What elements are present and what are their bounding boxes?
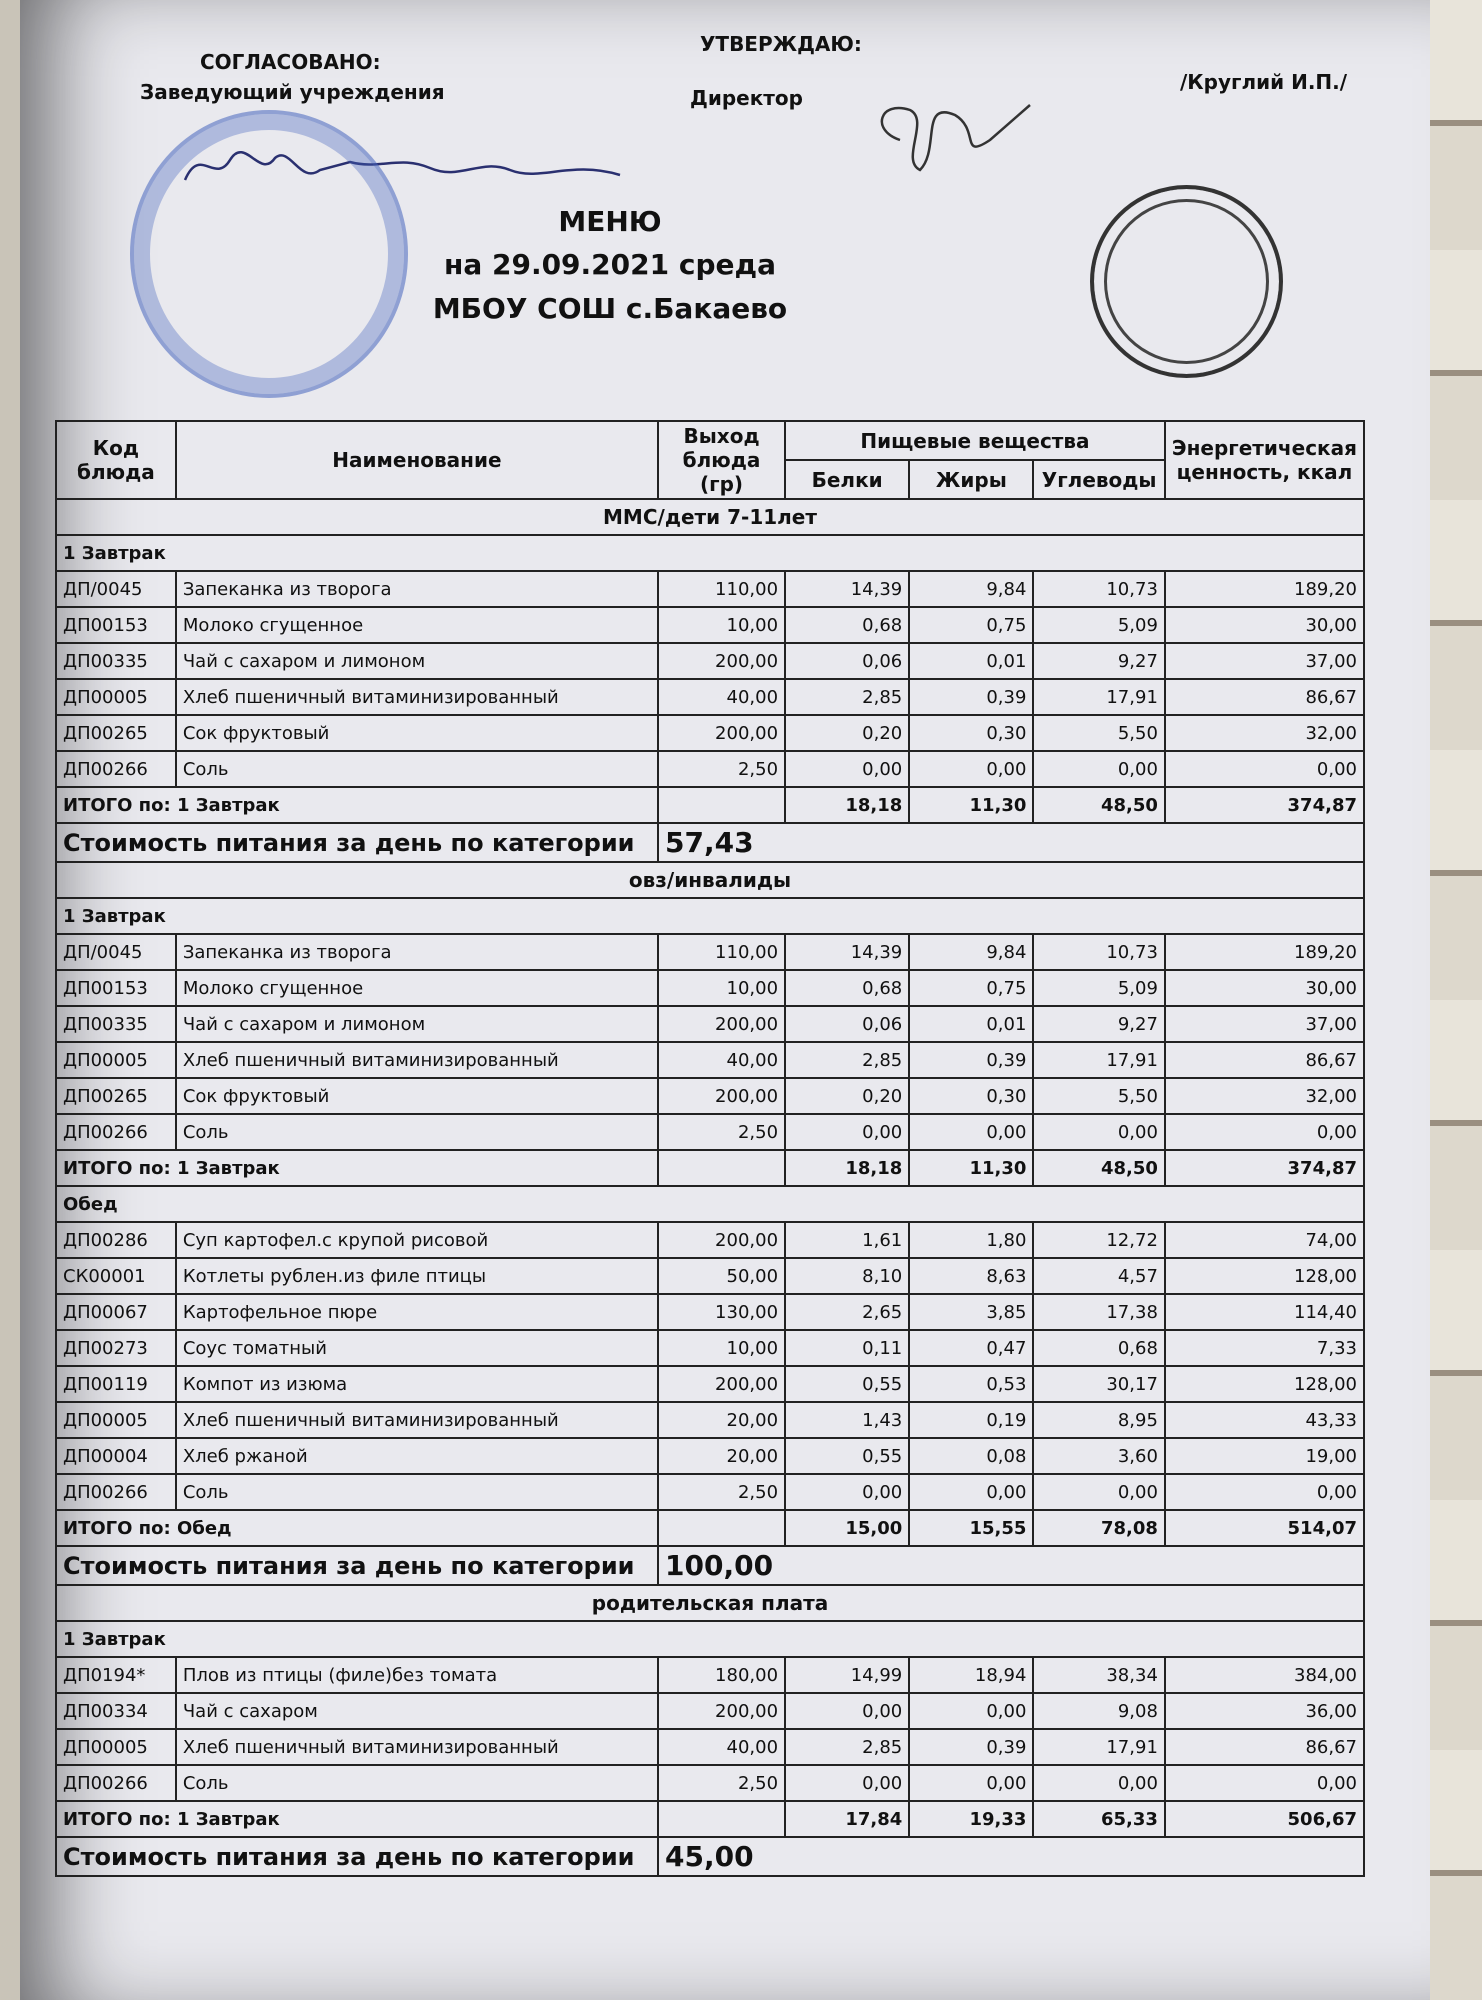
- dish-name: Соус томатный: [176, 1330, 658, 1366]
- total-label: ИТОГО по: Обед: [56, 1510, 658, 1546]
- protein-value: 1,43: [785, 1402, 909, 1438]
- dish-name: Чай с сахаром и лимоном: [176, 643, 658, 679]
- meal-title: 1 Завтрак: [56, 1621, 1364, 1657]
- approved-position: Заведующий учреждения: [140, 80, 445, 104]
- fat-value: 8,63: [909, 1258, 1033, 1294]
- fat-value: 0,00: [909, 1114, 1033, 1150]
- protein-value: 1,61: [785, 1222, 909, 1258]
- category-row: [56, 499, 1364, 535]
- col-code: Код блюда: [56, 421, 176, 499]
- carbs-value: 5,09: [1033, 607, 1164, 643]
- fat-value: 18,94: [909, 1657, 1033, 1693]
- table-row: [56, 1006, 1364, 1042]
- energy-value: 32,00: [1165, 1078, 1364, 1114]
- table-row: [56, 1474, 1364, 1510]
- carbs-value: 17,91: [1033, 679, 1164, 715]
- carbs-value: 30,17: [1033, 1366, 1164, 1402]
- protein-value: 2,85: [785, 679, 909, 715]
- energy-value: 32,00: [1165, 715, 1364, 751]
- energy-total: 374,87: [1165, 1150, 1364, 1186]
- table-row: [56, 1402, 1364, 1438]
- table-row: [56, 1765, 1364, 1801]
- dish-code: ДП00119: [56, 1366, 176, 1402]
- meal-row: [56, 1186, 1364, 1222]
- carbs-value: 10,73: [1033, 934, 1164, 970]
- cost-value: 45,00: [658, 1837, 1364, 1876]
- dish-name: Чай с сахаром: [176, 1693, 658, 1729]
- dish-yield: 200,00: [658, 1366, 785, 1402]
- total-row: [56, 787, 1364, 823]
- dish-name: Хлеб пшеничный витаминизированный: [176, 679, 658, 715]
- director-signature: [860, 80, 1040, 190]
- dish-yield: 200,00: [658, 643, 785, 679]
- dish-name: Суп картофел.с крупой рисовой: [176, 1222, 658, 1258]
- category-title: овз/инвалиды: [56, 862, 1364, 898]
- protein-value: 0,00: [785, 1765, 909, 1801]
- energy-total: 506,67: [1165, 1801, 1364, 1837]
- dish-code: ДП00286: [56, 1222, 176, 1258]
- dish-name: Хлеб пшеничный витаминизированный: [176, 1042, 658, 1078]
- dish-name: Молоко сгущенное: [176, 970, 658, 1006]
- carbs-value: 0,00: [1033, 1474, 1164, 1510]
- meal-row: [56, 535, 1364, 571]
- dish-name: Соль: [176, 1474, 658, 1510]
- dish-name: Котлеты рублен.из филе птицы: [176, 1258, 658, 1294]
- category-title: ММС/дети 7-11лет: [56, 499, 1364, 535]
- energy-total: 514,07: [1165, 1510, 1364, 1546]
- total-label: ИТОГО по: 1 Завтрак: [56, 1801, 658, 1837]
- energy-value: 0,00: [1165, 1474, 1364, 1510]
- protein-value: 0,20: [785, 715, 909, 751]
- carbs-total: 48,50: [1033, 1150, 1164, 1186]
- dish-code: ДП00273: [56, 1330, 176, 1366]
- table-row: [56, 751, 1364, 787]
- carbs-value: 5,50: [1033, 715, 1164, 751]
- dish-yield: 200,00: [658, 1693, 785, 1729]
- meal-row: [56, 1621, 1364, 1657]
- confirm-label: УТВЕРЖДАЮ:: [700, 32, 862, 56]
- carbs-value: 0,68: [1033, 1330, 1164, 1366]
- dish-code: ДП0194*: [56, 1657, 176, 1693]
- dish-name: Соль: [176, 751, 658, 787]
- energy-value: 19,00: [1165, 1438, 1364, 1474]
- cost-row: [56, 1837, 1364, 1876]
- energy-value: 30,00: [1165, 970, 1364, 1006]
- table-row: [56, 1294, 1364, 1330]
- total-empty: [658, 1510, 785, 1546]
- dish-name: Плов из птицы (филе)без томата: [176, 1657, 658, 1693]
- carbs-value: 0,00: [1033, 1114, 1164, 1150]
- cost-label: Стоимость питания за день по категории: [56, 1837, 658, 1876]
- dish-code: ДП00153: [56, 970, 176, 1006]
- dish-name: Хлеб пшеничный витаминизированный: [176, 1402, 658, 1438]
- dish-yield: 40,00: [658, 1042, 785, 1078]
- table-header-row: [56, 421, 1364, 460]
- protein-value: 0,55: [785, 1438, 909, 1474]
- dish-yield: 180,00: [658, 1657, 785, 1693]
- dish-yield: 200,00: [658, 715, 785, 751]
- total-empty: [658, 1150, 785, 1186]
- table-row: [56, 571, 1364, 607]
- total-row: [56, 1801, 1364, 1837]
- total-row: [56, 1150, 1364, 1186]
- dish-yield: 20,00: [658, 1402, 785, 1438]
- protein-total: 18,18: [785, 1150, 909, 1186]
- col-yield: Выход блюда (гр): [658, 421, 785, 499]
- fat-value: 0,75: [909, 607, 1033, 643]
- col-nutrients: Пищевые вещества: [785, 421, 1165, 460]
- table-row: [56, 1438, 1364, 1474]
- dish-name: Сок фруктовый: [176, 1078, 658, 1114]
- carbs-value: 9,08: [1033, 1693, 1164, 1729]
- fat-value: 1,80: [909, 1222, 1033, 1258]
- table-row: [56, 1366, 1364, 1402]
- fat-value: 0,08: [909, 1438, 1033, 1474]
- carbs-value: 5,09: [1033, 970, 1164, 1006]
- fat-value: 0,00: [909, 1693, 1033, 1729]
- energy-value: 0,00: [1165, 1114, 1364, 1150]
- dish-code: ДП00005: [56, 679, 176, 715]
- protein-value: 14,39: [785, 571, 909, 607]
- carbs-value: 5,50: [1033, 1078, 1164, 1114]
- menu-table: [55, 420, 1365, 1877]
- protein-value: 0,68: [785, 970, 909, 1006]
- dish-code: ДП00335: [56, 643, 176, 679]
- energy-value: 7,33: [1165, 1330, 1364, 1366]
- director-name: /Круглий И.П./: [1180, 70, 1348, 94]
- dish-name: Запеканка из творога: [176, 934, 658, 970]
- dish-yield: 200,00: [658, 1006, 785, 1042]
- dish-yield: 20,00: [658, 1438, 785, 1474]
- dish-yield: 40,00: [658, 679, 785, 715]
- fat-total: 11,30: [909, 787, 1033, 823]
- energy-value: 0,00: [1165, 751, 1364, 787]
- approved-label: СОГЛАСОВАНО:: [200, 50, 381, 74]
- dish-code: ДП00005: [56, 1402, 176, 1438]
- table-row: [56, 970, 1364, 1006]
- col-protein: Белки: [785, 460, 909, 499]
- total-empty: [658, 787, 785, 823]
- dish-name: Хлеб ржаной: [176, 1438, 658, 1474]
- protein-value: 0,00: [785, 1114, 909, 1150]
- dish-yield: 40,00: [658, 1729, 785, 1765]
- table-row: [56, 1222, 1364, 1258]
- cost-value: 100,00: [658, 1546, 1364, 1585]
- energy-value: 0,00: [1165, 1765, 1364, 1801]
- protein-total: 17,84: [785, 1801, 909, 1837]
- protein-value: 8,10: [785, 1258, 909, 1294]
- table-row: [56, 934, 1364, 970]
- round-seal: [1090, 185, 1283, 378]
- meal-title: 1 Завтрак: [56, 535, 1364, 571]
- dish-yield: 10,00: [658, 970, 785, 1006]
- fat-value: 0,30: [909, 715, 1033, 751]
- cost-row: [56, 823, 1364, 862]
- carbs-value: 9,27: [1033, 1006, 1164, 1042]
- menu-title: МЕНЮ: [558, 205, 662, 238]
- dish-yield: 110,00: [658, 571, 785, 607]
- total-label: ИТОГО по: 1 Завтрак: [56, 787, 658, 823]
- dish-yield: 200,00: [658, 1078, 785, 1114]
- dish-yield: 200,00: [658, 1222, 785, 1258]
- dish-name: Запеканка из творога: [176, 571, 658, 607]
- protein-value: 0,68: [785, 607, 909, 643]
- dish-name: Хлеб пшеничный витаминизированный: [176, 1729, 658, 1765]
- dish-yield: 130,00: [658, 1294, 785, 1330]
- fat-value: 0,00: [909, 1765, 1033, 1801]
- fat-value: 0,53: [909, 1366, 1033, 1402]
- table-row: [56, 1657, 1364, 1693]
- dish-yield: 2,50: [658, 751, 785, 787]
- fat-value: 0,39: [909, 1042, 1033, 1078]
- cost-row: [56, 1546, 1364, 1585]
- category-title: родительская плата: [56, 1585, 1364, 1621]
- director-label: Директор: [690, 86, 803, 110]
- dish-code: ДП00067: [56, 1294, 176, 1330]
- carbs-value: 17,91: [1033, 1729, 1164, 1765]
- dish-code: ДП00266: [56, 1114, 176, 1150]
- dish-code: ДП00334: [56, 1693, 176, 1729]
- protein-value: 0,06: [785, 1006, 909, 1042]
- energy-value: 37,00: [1165, 1006, 1364, 1042]
- dish-code: ДП00265: [56, 1078, 176, 1114]
- dish-code: ДП00005: [56, 1729, 176, 1765]
- dish-code: ДП/0045: [56, 934, 176, 970]
- carbs-total: 48,50: [1033, 787, 1164, 823]
- total-label: ИТОГО по: 1 Завтрак: [56, 1150, 658, 1186]
- total-empty: [658, 1801, 785, 1837]
- dish-yield: 50,00: [658, 1258, 785, 1294]
- col-fat: Жиры: [909, 460, 1033, 499]
- fat-value: 0,00: [909, 751, 1033, 787]
- school-name: МБОУ СОШ с.Бакаево: [432, 292, 788, 325]
- col-name: Наименование: [176, 421, 658, 499]
- carbs-value: 3,60: [1033, 1438, 1164, 1474]
- dish-name: Соль: [176, 1765, 658, 1801]
- col-carbs: Углеводы: [1033, 460, 1164, 499]
- protein-value: 0,20: [785, 1078, 909, 1114]
- dish-name: Соль: [176, 1114, 658, 1150]
- dish-yield: 10,00: [658, 607, 785, 643]
- dish-code: ДП00335: [56, 1006, 176, 1042]
- carbs-value: 17,91: [1033, 1042, 1164, 1078]
- energy-value: 128,00: [1165, 1366, 1364, 1402]
- protein-value: 14,99: [785, 1657, 909, 1693]
- protein-value: 0,11: [785, 1330, 909, 1366]
- meal-row: [56, 898, 1364, 934]
- dish-code: ДП00005: [56, 1042, 176, 1078]
- cost-label: Стоимость питания за день по категории: [56, 823, 658, 862]
- protein-value: 0,00: [785, 1474, 909, 1510]
- dish-name: Сок фруктовый: [176, 715, 658, 751]
- carbs-value: 17,38: [1033, 1294, 1164, 1330]
- protein-value: 0,00: [785, 1693, 909, 1729]
- fat-value: 0,39: [909, 1729, 1033, 1765]
- table-row: [56, 715, 1364, 751]
- fat-value: 3,85: [909, 1294, 1033, 1330]
- energy-value: 37,00: [1165, 643, 1364, 679]
- carbs-total: 65,33: [1033, 1801, 1164, 1837]
- protein-value: 0,55: [785, 1366, 909, 1402]
- fat-value: 0,01: [909, 1006, 1033, 1042]
- table-row: [56, 607, 1364, 643]
- protein-value: 2,85: [785, 1042, 909, 1078]
- cost-label: Стоимость питания за день по категории: [56, 1546, 658, 1585]
- fat-value: 0,47: [909, 1330, 1033, 1366]
- dish-yield: 2,50: [658, 1765, 785, 1801]
- dish-name: Картофельное пюре: [176, 1294, 658, 1330]
- fat-value: 0,30: [909, 1078, 1033, 1114]
- fat-total: 19,33: [909, 1801, 1033, 1837]
- cost-value: 57,43: [658, 823, 1364, 862]
- protein-total: 15,00: [785, 1510, 909, 1546]
- fat-value: 9,84: [909, 934, 1033, 970]
- fat-value: 0,75: [909, 970, 1033, 1006]
- total-row: [56, 1510, 1364, 1546]
- carbs-total: 78,08: [1033, 1510, 1164, 1546]
- carbs-value: 0,00: [1033, 751, 1164, 787]
- energy-value: 86,67: [1165, 1729, 1364, 1765]
- dish-code: ДП00153: [56, 607, 176, 643]
- meal-title: 1 Завтрак: [56, 898, 1364, 934]
- energy-value: 74,00: [1165, 1222, 1364, 1258]
- category-row: [56, 1585, 1364, 1621]
- carbs-value: 10,73: [1033, 571, 1164, 607]
- dish-code: ДП00004: [56, 1438, 176, 1474]
- energy-value: 36,00: [1165, 1693, 1364, 1729]
- energy-value: 189,20: [1165, 934, 1364, 970]
- protein-value: 0,00: [785, 751, 909, 787]
- dish-yield: 2,50: [658, 1114, 785, 1150]
- dish-code: ДП00266: [56, 1474, 176, 1510]
- dish-yield: 2,50: [658, 1474, 785, 1510]
- table-row: [56, 1078, 1364, 1114]
- menu-date: на 29.09.2021 среда: [443, 248, 776, 281]
- table-row: [56, 679, 1364, 715]
- dish-name: Компот из изюма: [176, 1366, 658, 1402]
- table-row: [56, 1330, 1364, 1366]
- energy-value: 189,20: [1165, 571, 1364, 607]
- energy-value: 30,00: [1165, 607, 1364, 643]
- protein-value: 2,65: [785, 1294, 909, 1330]
- fat-value: 0,01: [909, 643, 1033, 679]
- dish-code: СК00001: [56, 1258, 176, 1294]
- energy-value: 86,67: [1165, 1042, 1364, 1078]
- energy-value: 86,67: [1165, 679, 1364, 715]
- table-row: [56, 1258, 1364, 1294]
- table-row: [56, 1693, 1364, 1729]
- carbs-value: 0,00: [1033, 1765, 1164, 1801]
- dish-yield: 110,00: [658, 934, 785, 970]
- fat-value: 0,19: [909, 1402, 1033, 1438]
- protein-value: 0,06: [785, 643, 909, 679]
- table-row: [56, 1114, 1364, 1150]
- carbs-value: 9,27: [1033, 643, 1164, 679]
- col-energy: Энергетическая ценность, ккал: [1165, 421, 1364, 499]
- dish-code: ДП/0045: [56, 571, 176, 607]
- carbs-value: 12,72: [1033, 1222, 1164, 1258]
- energy-total: 374,87: [1165, 787, 1364, 823]
- table-row: [56, 643, 1364, 679]
- fat-value: 9,84: [909, 571, 1033, 607]
- protein-value: 14,39: [785, 934, 909, 970]
- carbs-value: 38,34: [1033, 1657, 1164, 1693]
- carbs-value: 4,57: [1033, 1258, 1164, 1294]
- dish-yield: 10,00: [658, 1330, 785, 1366]
- meal-title: Обед: [56, 1186, 1364, 1222]
- carbs-value: 8,95: [1033, 1402, 1164, 1438]
- category-row: [56, 862, 1364, 898]
- dish-name: Молоко сгущенное: [176, 607, 658, 643]
- energy-value: 43,33: [1165, 1402, 1364, 1438]
- protein-total: 18,18: [785, 787, 909, 823]
- table-row: [56, 1042, 1364, 1078]
- dish-code: ДП00265: [56, 715, 176, 751]
- energy-value: 384,00: [1165, 1657, 1364, 1693]
- fat-total: 15,55: [909, 1510, 1033, 1546]
- table-row: [56, 1729, 1364, 1765]
- energy-value: 128,00: [1165, 1258, 1364, 1294]
- dish-name: Чай с сахаром и лимоном: [176, 1006, 658, 1042]
- fat-value: 0,00: [909, 1474, 1033, 1510]
- energy-value: 114,40: [1165, 1294, 1364, 1330]
- protein-value: 2,85: [785, 1729, 909, 1765]
- dish-code: ДП00266: [56, 1765, 176, 1801]
- fat-total: 11,30: [909, 1150, 1033, 1186]
- fat-value: 0,39: [909, 679, 1033, 715]
- dish-code: ДП00266: [56, 751, 176, 787]
